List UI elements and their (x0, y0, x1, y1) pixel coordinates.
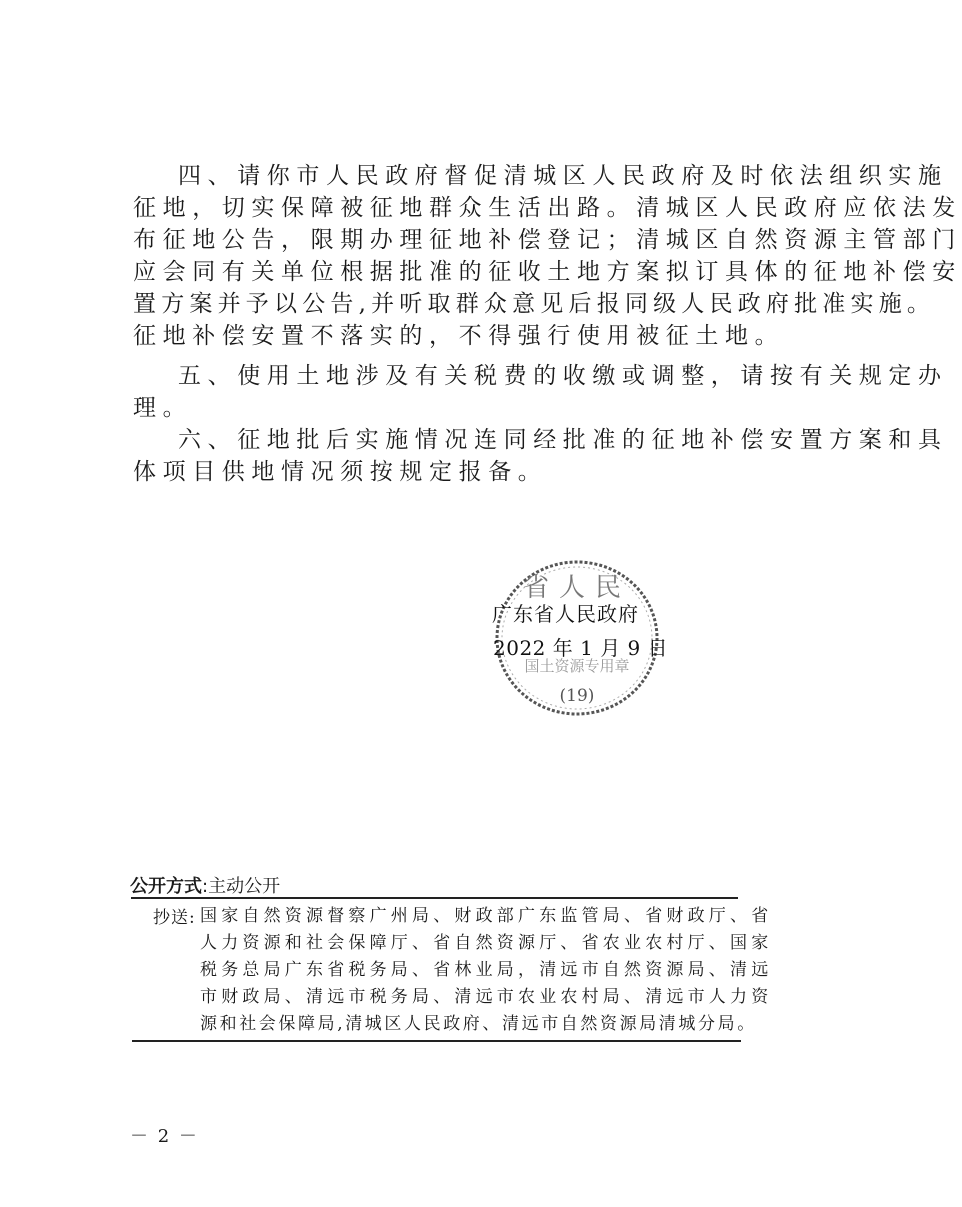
cc-label: 抄送: (153, 908, 196, 928)
paragraph-4-line-4: 应会同有关单位根据批准的征收土地方案拟订具体的征地补偿安 (133, 259, 962, 285)
signature-date: 2022 年 1 月 9 日 (493, 636, 669, 660)
cc-line: 市财政局、清远市税务局、清远市农业农村局、清远市人力资 (200, 987, 773, 1007)
paragraph-6-line-1: 六、征地批后实施情况连同经批准的征地补偿安置方案和具 (178, 427, 948, 453)
disclosure-separator: : (202, 876, 209, 897)
bottom-divider (132, 1040, 741, 1042)
svg-text:省人民: 省人民 (522, 573, 632, 603)
svg-text:国土资源专用章: 国土资源专用章 (524, 657, 630, 675)
paragraph-4-line-3: 布征地公告，限期办理征地补偿登记；清城区自然资源主管部门 (133, 227, 962, 253)
paragraph-4-line-6: 征地补偿安置不落实的，不得强行使用被征土地。 (133, 323, 785, 349)
top-divider (131, 897, 738, 899)
cc-line: 人力资源和社会保障厅、省自然资源厅、省农业农村厅、国家 (200, 933, 773, 953)
disclosure-value: 主动公开 (208, 876, 281, 897)
paragraph-5-line-1: 五、使用土地涉及有关税费的收缴或调整，请按有关规定办 (178, 363, 948, 389)
paragraph-4-line-1: 四、请你市人民政府督促清城区人民政府及时依法组织实施 (178, 163, 948, 189)
cc-line: 税务总局广东省税务局、省林业局，清远市自然资源局、清远 (200, 960, 773, 980)
svg-text:(19): (19) (559, 686, 595, 706)
disclosure-method (130, 872, 280, 898)
disclosure-label: 公开方式 (130, 876, 202, 897)
signature-organization: 广东省人民政府 (492, 602, 639, 626)
paragraph-4-line-2: 征地，切实保障被征地群众生活出路。清城区人民政府应依法发 (133, 195, 962, 221)
cc-line: 国家自然资源督察广州局、财政部广东监管局、省财政厅、省 (200, 906, 773, 926)
paragraph-6-line-2: 体项目供地情况须按规定报备。 (133, 459, 548, 485)
paragraph-5-line-2: 理。 (133, 395, 193, 421)
cc-line: 源和社会保障局,清城区人民政府、清远市自然资源局清城分局。 (200, 1014, 757, 1034)
page-number: － 2 － (130, 1126, 199, 1147)
paragraph-4-line-5: 置方案并予以公告,并听取群众意见后报同级人民政府批准实施。 (133, 291, 936, 317)
